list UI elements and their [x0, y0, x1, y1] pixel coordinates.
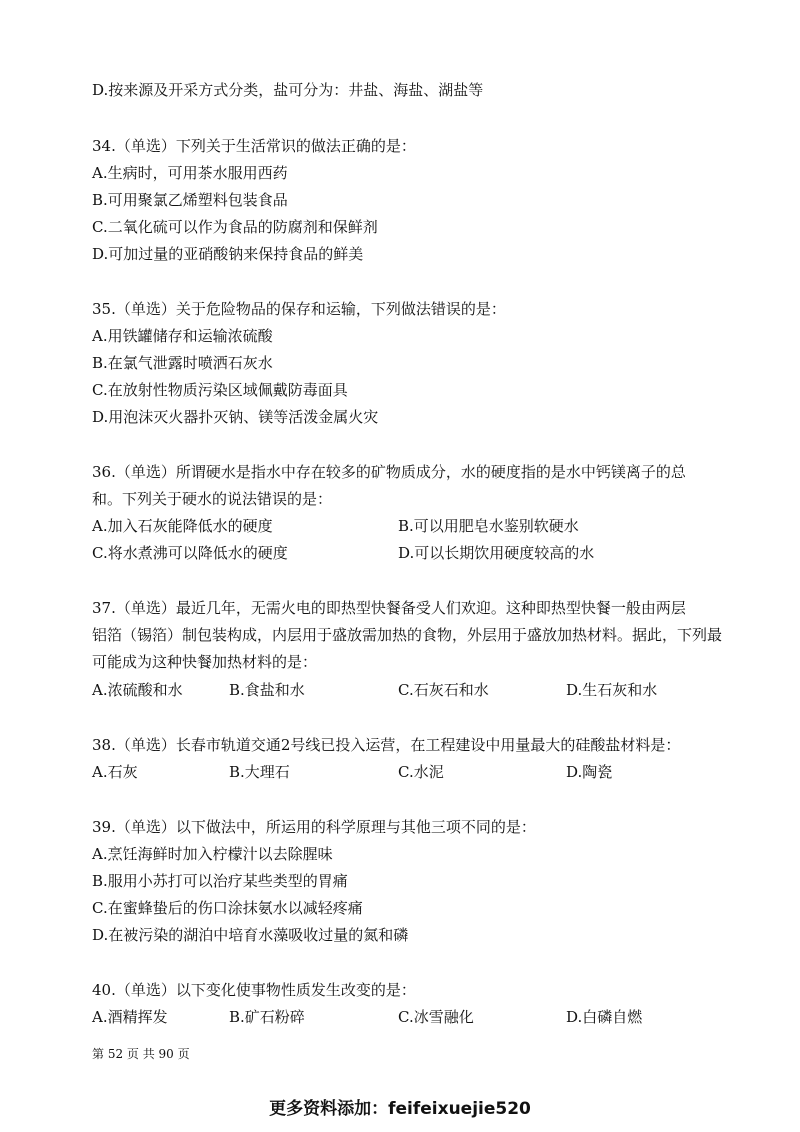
question-stem: 35.（单选）关于危险物品的保存和运输，下列做法错误的是：: [92, 300, 506, 318]
question-stem: 39.（单选）以下做法中，所运用的科学原理与其他三项不同的是：: [92, 818, 536, 836]
option-c: C.将水煮沸可以降低水的硬度: [92, 544, 288, 562]
option-a: A.酒精挥发: [92, 1008, 168, 1026]
option-text: D.按来源及开采方式分类，盐可分为：井盐、海盐、湖盐等: [92, 81, 484, 99]
option-d: D.生石灰和水: [566, 681, 658, 699]
option-b: B.可用聚氯乙烯塑料包装食品: [92, 191, 288, 209]
option-b: B.矿石粉碎: [229, 1008, 305, 1026]
option-a: A.烹饪海鲜时加入柠檬汁以去除腥味: [92, 845, 333, 863]
option-b: B.在氯气泄露时喷洒石灰水: [92, 354, 273, 372]
option-c: C.在放射性物质污染区域佩戴防毒面具: [92, 381, 348, 399]
option-a: A.用铁罐储存和运输浓硫酸: [92, 327, 273, 345]
option-c: C.石灰石和水: [398, 681, 489, 699]
option-d: D.可加过量的亚硝酸钠来保持食品的鲜美: [92, 245, 364, 263]
option-c: C.二氧化硫可以作为食品的防腐剂和保鲜剂: [92, 218, 378, 236]
option-a: A.加入石灰能降低水的硬度: [92, 517, 273, 535]
option-a: A.石灰: [92, 763, 138, 781]
question-stem: 40.（单选）以下变化使事物性质发生改变的是：: [92, 981, 416, 999]
question-stem: 铝箔（锡箔）制包装构成，内层用于盛放需加热的食物，外层用于盛放加热材料。据此，下列最: [92, 626, 723, 644]
question-stem: 36.（单选）所谓硬水是指水中存在较多的矿物质成分，水的硬度指的是水中钙镁离子的总: [92, 463, 686, 481]
option-a: A.生病时，可用茶水服用西药: [92, 164, 288, 182]
footer-note: 更多资料添加：feifeixuejie520: [269, 1099, 531, 1119]
option-b: B.服用小苏打可以治疗某些类型的胃痛: [92, 872, 348, 890]
option-b: B.可以用肥皂水鉴别软硬水: [398, 517, 579, 535]
option-c: C.水泥: [398, 763, 444, 781]
option-d: D.在被污染的湖泊中培育水藻吸收过量的氮和磷: [92, 926, 409, 944]
option-c: C.冰雪融化: [398, 1008, 474, 1026]
page-number: 第 52 页 共 90 页: [92, 1047, 190, 1061]
option-d: D.白磷自燃: [566, 1008, 643, 1026]
question-stem: 可能成为这种快餐加热材料的是：: [92, 653, 318, 671]
option-d: D.可以长期饮用硬度较高的水: [398, 544, 595, 562]
option-d: D.陶瓷: [566, 763, 613, 781]
option-d: D.用泡沫灭火器扑灭钠、镁等活泼金属火灾: [92, 408, 379, 426]
option-c: C.在蜜蜂蛰后的伤口涂抹氨水以减轻疼痛: [92, 899, 363, 917]
option-b: B.食盐和水: [229, 681, 305, 699]
option-a: A.浓硫酸和水: [92, 681, 183, 699]
question-stem: 38.（单选）长春市轨道交通2号线已投入运营，在工程建设中用量最大的硅酸盐材料是：: [92, 736, 681, 754]
question-stem: 和。下列关于硬水的说法错误的是：: [92, 490, 333, 508]
question-stem: 34.（单选）下列关于生活常识的做法正确的是：: [92, 137, 416, 155]
option-b: B.大理石: [229, 763, 290, 781]
question-stem: 37.（单选）最近几年，无需火电的即热型快餐备受人们欢迎。这种即热型快餐一般由两层: [92, 599, 686, 617]
